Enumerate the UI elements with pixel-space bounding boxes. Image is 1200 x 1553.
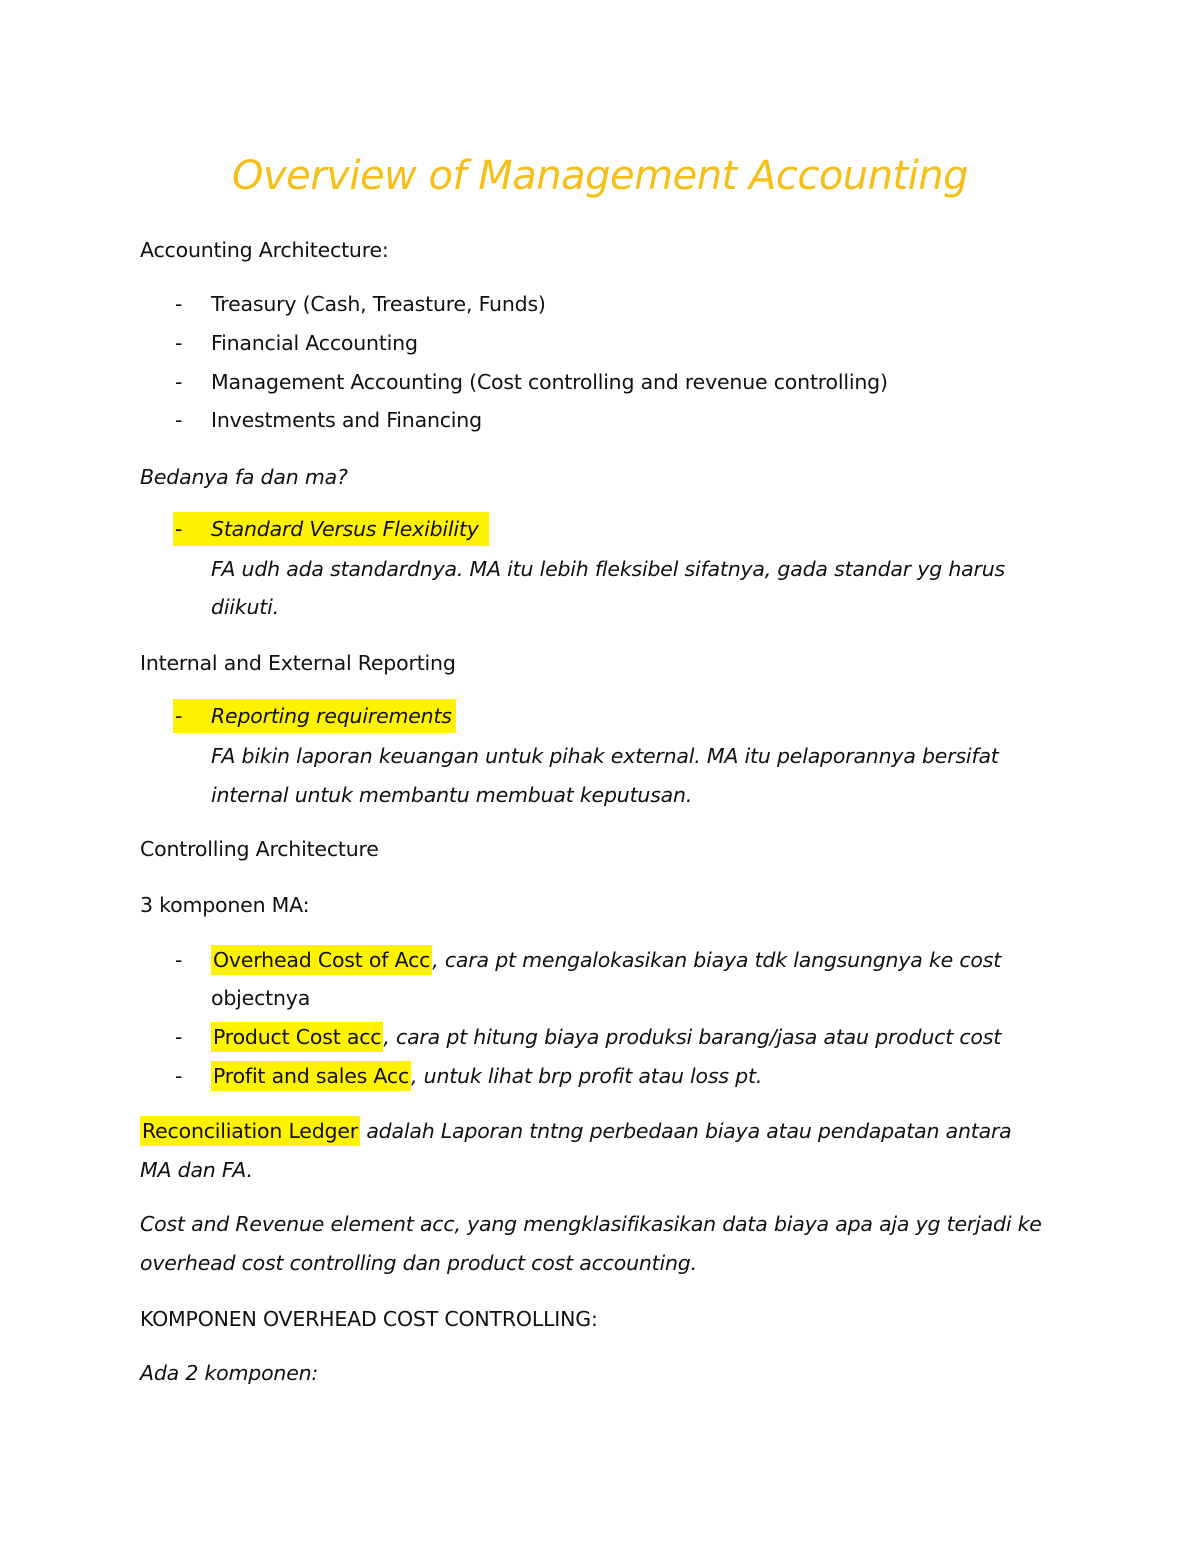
highlighted-term: Overhead Cost of Acc xyxy=(211,945,432,975)
list-dash: - xyxy=(175,948,183,972)
page-title: Overview of Management Accounting xyxy=(231,153,969,199)
list-item xyxy=(211,1023,1001,1051)
list-dash: - xyxy=(175,331,183,355)
section-subheading: Ada 2 komponen: xyxy=(140,1361,319,1385)
paragraph-line: FA bikin laporan keuangan untuk pihak external. MA itu pelaporannya bersifat xyxy=(211,744,999,768)
paragraph-line: diikuti. xyxy=(211,595,279,619)
list-item xyxy=(211,946,1001,974)
paragraph-line xyxy=(140,1117,1012,1145)
item-description: , cara pt mengalokasikan biaya tdk langsungnya ke cost xyxy=(432,948,1002,972)
list-dash: - xyxy=(175,408,183,432)
section-heading-bedanya: Bedanya fa dan ma? xyxy=(140,465,348,489)
paragraph-line: internal untuk membantu membuat keputusan. xyxy=(211,783,693,807)
list-dash: - xyxy=(175,1025,183,1049)
list-item: Investments and Financing xyxy=(211,408,482,432)
section-heading-controlling: Controlling Architecture xyxy=(140,837,379,861)
list-item-continuation: objectnya xyxy=(211,986,311,1010)
list-dash: - xyxy=(175,704,183,728)
paragraph-line: overhead cost controlling dan product cost accounting. xyxy=(140,1251,697,1275)
paragraph-line: FA udh ada standardnya. MA itu lebih fleksibel sifatnya, gada standar yg harus xyxy=(211,557,1006,581)
highlighted-term: Product Cost acc xyxy=(211,1022,383,1052)
paragraph-line: MA dan FA. xyxy=(140,1158,253,1182)
section-heading-komponen-overhead: KOMPONEN OVERHEAD COST CONTROLLING: xyxy=(140,1307,598,1331)
highlighted-item-title: Reporting requirements xyxy=(211,704,452,728)
list-dash: - xyxy=(175,292,183,316)
section-heading-komponen-ma: 3 komponen MA: xyxy=(140,893,310,917)
section-heading-accounting-architecture: Accounting Architecture: xyxy=(140,238,389,262)
item-description: , cara pt hitung biaya produksi barang/jasa atau product cost xyxy=(383,1025,1002,1049)
highlighted-term: Reconciliation Ledger xyxy=(140,1116,360,1146)
list-item: Management Accounting (Cost controlling and revenue controlling) xyxy=(211,370,888,394)
paragraph-text: adalah Laporan tntng perbedaan biaya atau pendapatan antara xyxy=(360,1119,1012,1143)
list-item: Financial Accounting xyxy=(211,331,418,355)
highlighted-term: Profit and sales Acc xyxy=(211,1061,411,1091)
list-item: Treasury (Cash, Treasture, Funds) xyxy=(211,292,546,316)
section-heading-reporting: Internal and External Reporting xyxy=(140,651,456,675)
item-description: , untuk lihat brp profit atau loss pt. xyxy=(411,1064,763,1088)
list-dash: - xyxy=(175,517,183,541)
paragraph-line: Cost and Revenue element acc, yang mengklasifikasikan data biaya apa aja yg terjadi ke xyxy=(140,1212,1042,1236)
list-item xyxy=(211,1062,762,1090)
list-dash: - xyxy=(175,1064,183,1088)
highlighted-item-title: Standard Versus Flexibility xyxy=(211,517,479,541)
list-dash: - xyxy=(175,370,183,394)
